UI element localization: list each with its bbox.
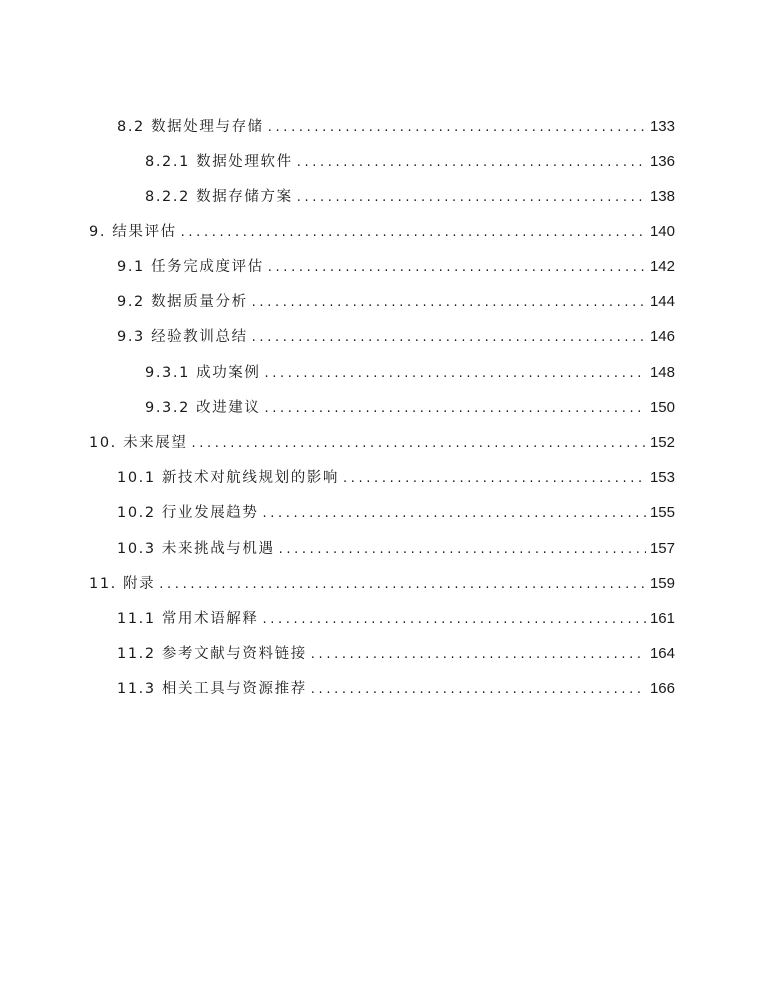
dot-leader <box>252 292 646 312</box>
toc-entry-title: 11.1 常用术语解释 <box>117 611 259 627</box>
toc-entry-page: 152 <box>649 434 675 451</box>
dot-leader <box>181 222 646 242</box>
toc-entry-10-3[interactable] <box>117 535 675 559</box>
dot-leader <box>252 327 646 347</box>
dot-leader <box>263 503 646 523</box>
toc-entry-page: 155 <box>649 504 675 521</box>
toc-entry-9-3-1[interactable] <box>145 359 675 383</box>
toc-entry-title: 10.1 新技术对航线规划的影响 <box>117 470 339 486</box>
dot-leader <box>159 574 646 594</box>
toc-entry-title: 10.3 未来挑战与机遇 <box>117 541 275 557</box>
toc-entry-title: 9.3.2 改进建议 <box>145 400 261 416</box>
dot-leader <box>297 152 646 172</box>
toc-entry-10-1[interactable] <box>117 464 675 488</box>
toc-entry-8-2[interactable] <box>117 113 675 137</box>
toc-entry-title: 10. 未来展望 <box>89 435 188 451</box>
dot-leader <box>268 117 646 137</box>
toc-entry-page: 166 <box>649 680 675 697</box>
toc-entry-9[interactable] <box>89 218 675 242</box>
toc-entry-page: 133 <box>649 118 675 135</box>
toc-entry-title: 8.2.2 数据存储方案 <box>145 189 293 205</box>
toc-entry-title: 8.2.1 数据处理软件 <box>145 154 293 170</box>
toc-entry-11-2[interactable] <box>117 640 675 664</box>
toc-entry-page: 161 <box>649 610 675 627</box>
dot-leader <box>268 257 646 277</box>
toc-entry-page: 146 <box>649 328 675 345</box>
toc-entry-page: 138 <box>649 188 675 205</box>
toc-entry-page: 148 <box>649 364 675 381</box>
toc-entry-title: 8.2 数据处理与存储 <box>117 119 264 135</box>
toc-entry-11[interactable] <box>89 570 675 594</box>
dot-leader <box>311 644 646 664</box>
toc-entry-title: 9.1 任务完成度评估 <box>117 259 264 275</box>
toc-entry-page: 153 <box>649 469 675 486</box>
toc-entry-10-2[interactable] <box>117 499 675 523</box>
dot-leader <box>265 398 646 418</box>
toc-entry-page: 144 <box>649 293 675 310</box>
toc-entry-11-1[interactable] <box>117 605 675 629</box>
dot-leader <box>297 187 646 207</box>
toc-entry-title: 11.2 参考文献与资料链接 <box>117 646 307 662</box>
toc-entry-page: 164 <box>649 645 675 662</box>
toc-entry-8-2-1[interactable] <box>145 148 675 172</box>
toc-entry-title: 11. 附录 <box>89 576 156 592</box>
toc-entry-page: 150 <box>649 399 675 416</box>
toc-entry-page: 140 <box>649 223 675 240</box>
toc-entry-page: 157 <box>649 540 675 557</box>
toc-entry-title: 9.3 经验教训总结 <box>117 329 248 345</box>
toc-entry-9-1[interactable] <box>117 253 675 277</box>
dot-leader <box>343 468 646 488</box>
dot-leader <box>263 609 646 629</box>
toc-entry-9-2[interactable] <box>117 288 675 312</box>
toc-entry-page: 142 <box>649 258 675 275</box>
toc-entry-title: 9.3.1 成功案例 <box>145 365 261 381</box>
toc-entry-title: 10.2 行业发展趋势 <box>117 505 259 521</box>
dot-leader <box>279 539 646 559</box>
dot-leader <box>191 433 646 453</box>
toc-entry-title: 11.3 相关工具与资源推荐 <box>117 681 307 697</box>
toc-entry-10[interactable] <box>89 429 675 453</box>
toc-entry-page: 159 <box>649 575 675 592</box>
toc-entry-page: 136 <box>649 153 675 170</box>
toc-entry-8-2-2[interactable] <box>145 183 675 207</box>
toc-entry-11-3[interactable] <box>117 675 675 699</box>
dot-leader <box>311 679 646 699</box>
toc-entry-9-3-2[interactable] <box>145 394 675 418</box>
toc-entry-9-3[interactable] <box>117 323 675 347</box>
toc-entry-title: 9. 结果评估 <box>89 224 177 240</box>
toc-entry-title: 9.2 数据质量分析 <box>117 294 248 310</box>
dot-leader <box>265 363 646 383</box>
